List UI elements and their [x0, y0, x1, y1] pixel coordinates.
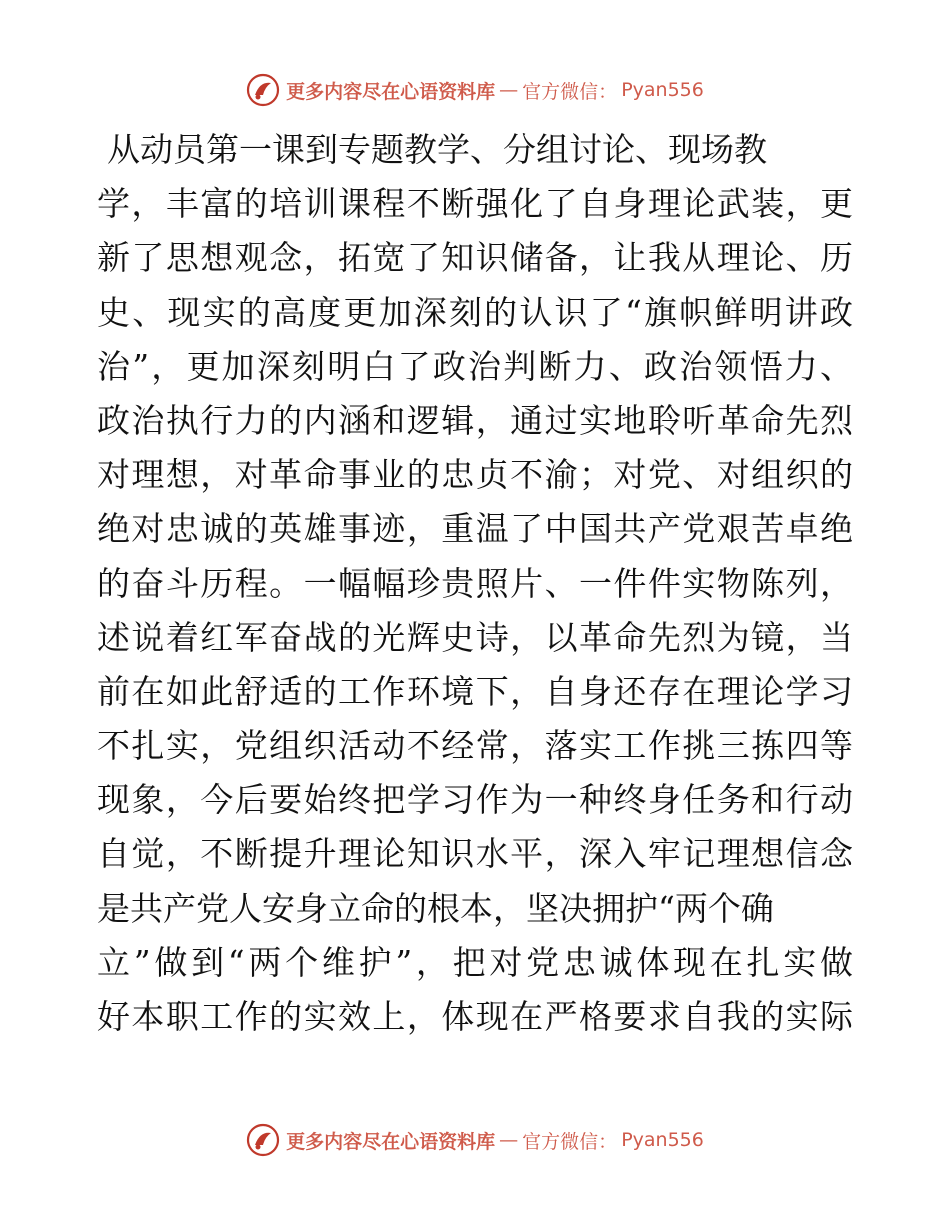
paragraph-line: 好本职工作的实效上，体现在严格要求自我的实际 [97, 997, 853, 1036]
paragraph-line: 现象，今后要始终把学习作为一种终身任务和行动 [97, 780, 853, 820]
document-paragraph [97, 123, 853, 1044]
header-watermark [0, 70, 950, 110]
paragraph-line: 是共产党人安身立命的根本，坚决拥护“两个确 [97, 888, 774, 928]
paragraph-line: 治”，更加深刻明白了政治判断力、政治领悟力、 [97, 346, 853, 386]
paragraph-line: 立”做到“两个维护”，把对党忠诚体现在扎实做 [97, 942, 853, 982]
footer-watermark [0, 1120, 950, 1160]
paragraph-line: 新了思想观念，拓宽了知识储备，让我从理论、历 [97, 238, 853, 278]
paragraph-line: 从动员第一课到专题教学、分组讨论、现场教 [107, 130, 767, 169]
brand-logo-icon [246, 73, 280, 107]
paragraph-line: 政治执行力的内涵和逻辑，通过实地聆听革命先烈 [97, 400, 853, 440]
paragraph-line: 对理想，对革命事业的忠贞不渝；对党、对组织的 [97, 455, 853, 495]
watermark-wechat-label: 官方微信： [522, 1130, 618, 1153]
paragraph-line: 学，丰富的培训课程不断强化了自身理论武装，更 [97, 184, 853, 224]
paragraph-line: 不扎实，党组织活动不经常，落实工作挑三拣四等 [97, 726, 853, 766]
paragraph-line: 史、现实的高度更加深刻的认识了“旗帜鲜明讲政 [97, 292, 853, 332]
watermark-separator: — [499, 79, 519, 101]
watermark-separator: — [499, 1129, 519, 1151]
paragraph-line: 的奋斗历程。一幅幅珍贵照片、一件件实物陈列， [97, 563, 853, 603]
watermark-wechat-label: 官方微信： [522, 80, 618, 103]
watermark-wechat-id: Pyan556 [621, 79, 704, 101]
watermark-site-text: 更多内容尽在心语资料库 [286, 80, 496, 103]
paragraph-line: 前在如此舒适的工作环境下，自身还存在理论学习 [97, 671, 853, 711]
paragraph-line: 绝对忠诚的英雄事迹，重温了中国共产党艰苦卓绝 [97, 509, 853, 549]
watermark-wechat-id: Pyan556 [621, 1129, 704, 1151]
paragraph-line: 自觉，不断提升理论知识水平，深入牢记理想信念 [97, 834, 853, 874]
watermark-site-text: 更多内容尽在心语资料库 [286, 1130, 496, 1153]
paragraph-line: 述说着红军奋战的光辉史诗，以革命先烈为镜，当 [97, 617, 853, 657]
brand-logo-icon [246, 1123, 280, 1157]
